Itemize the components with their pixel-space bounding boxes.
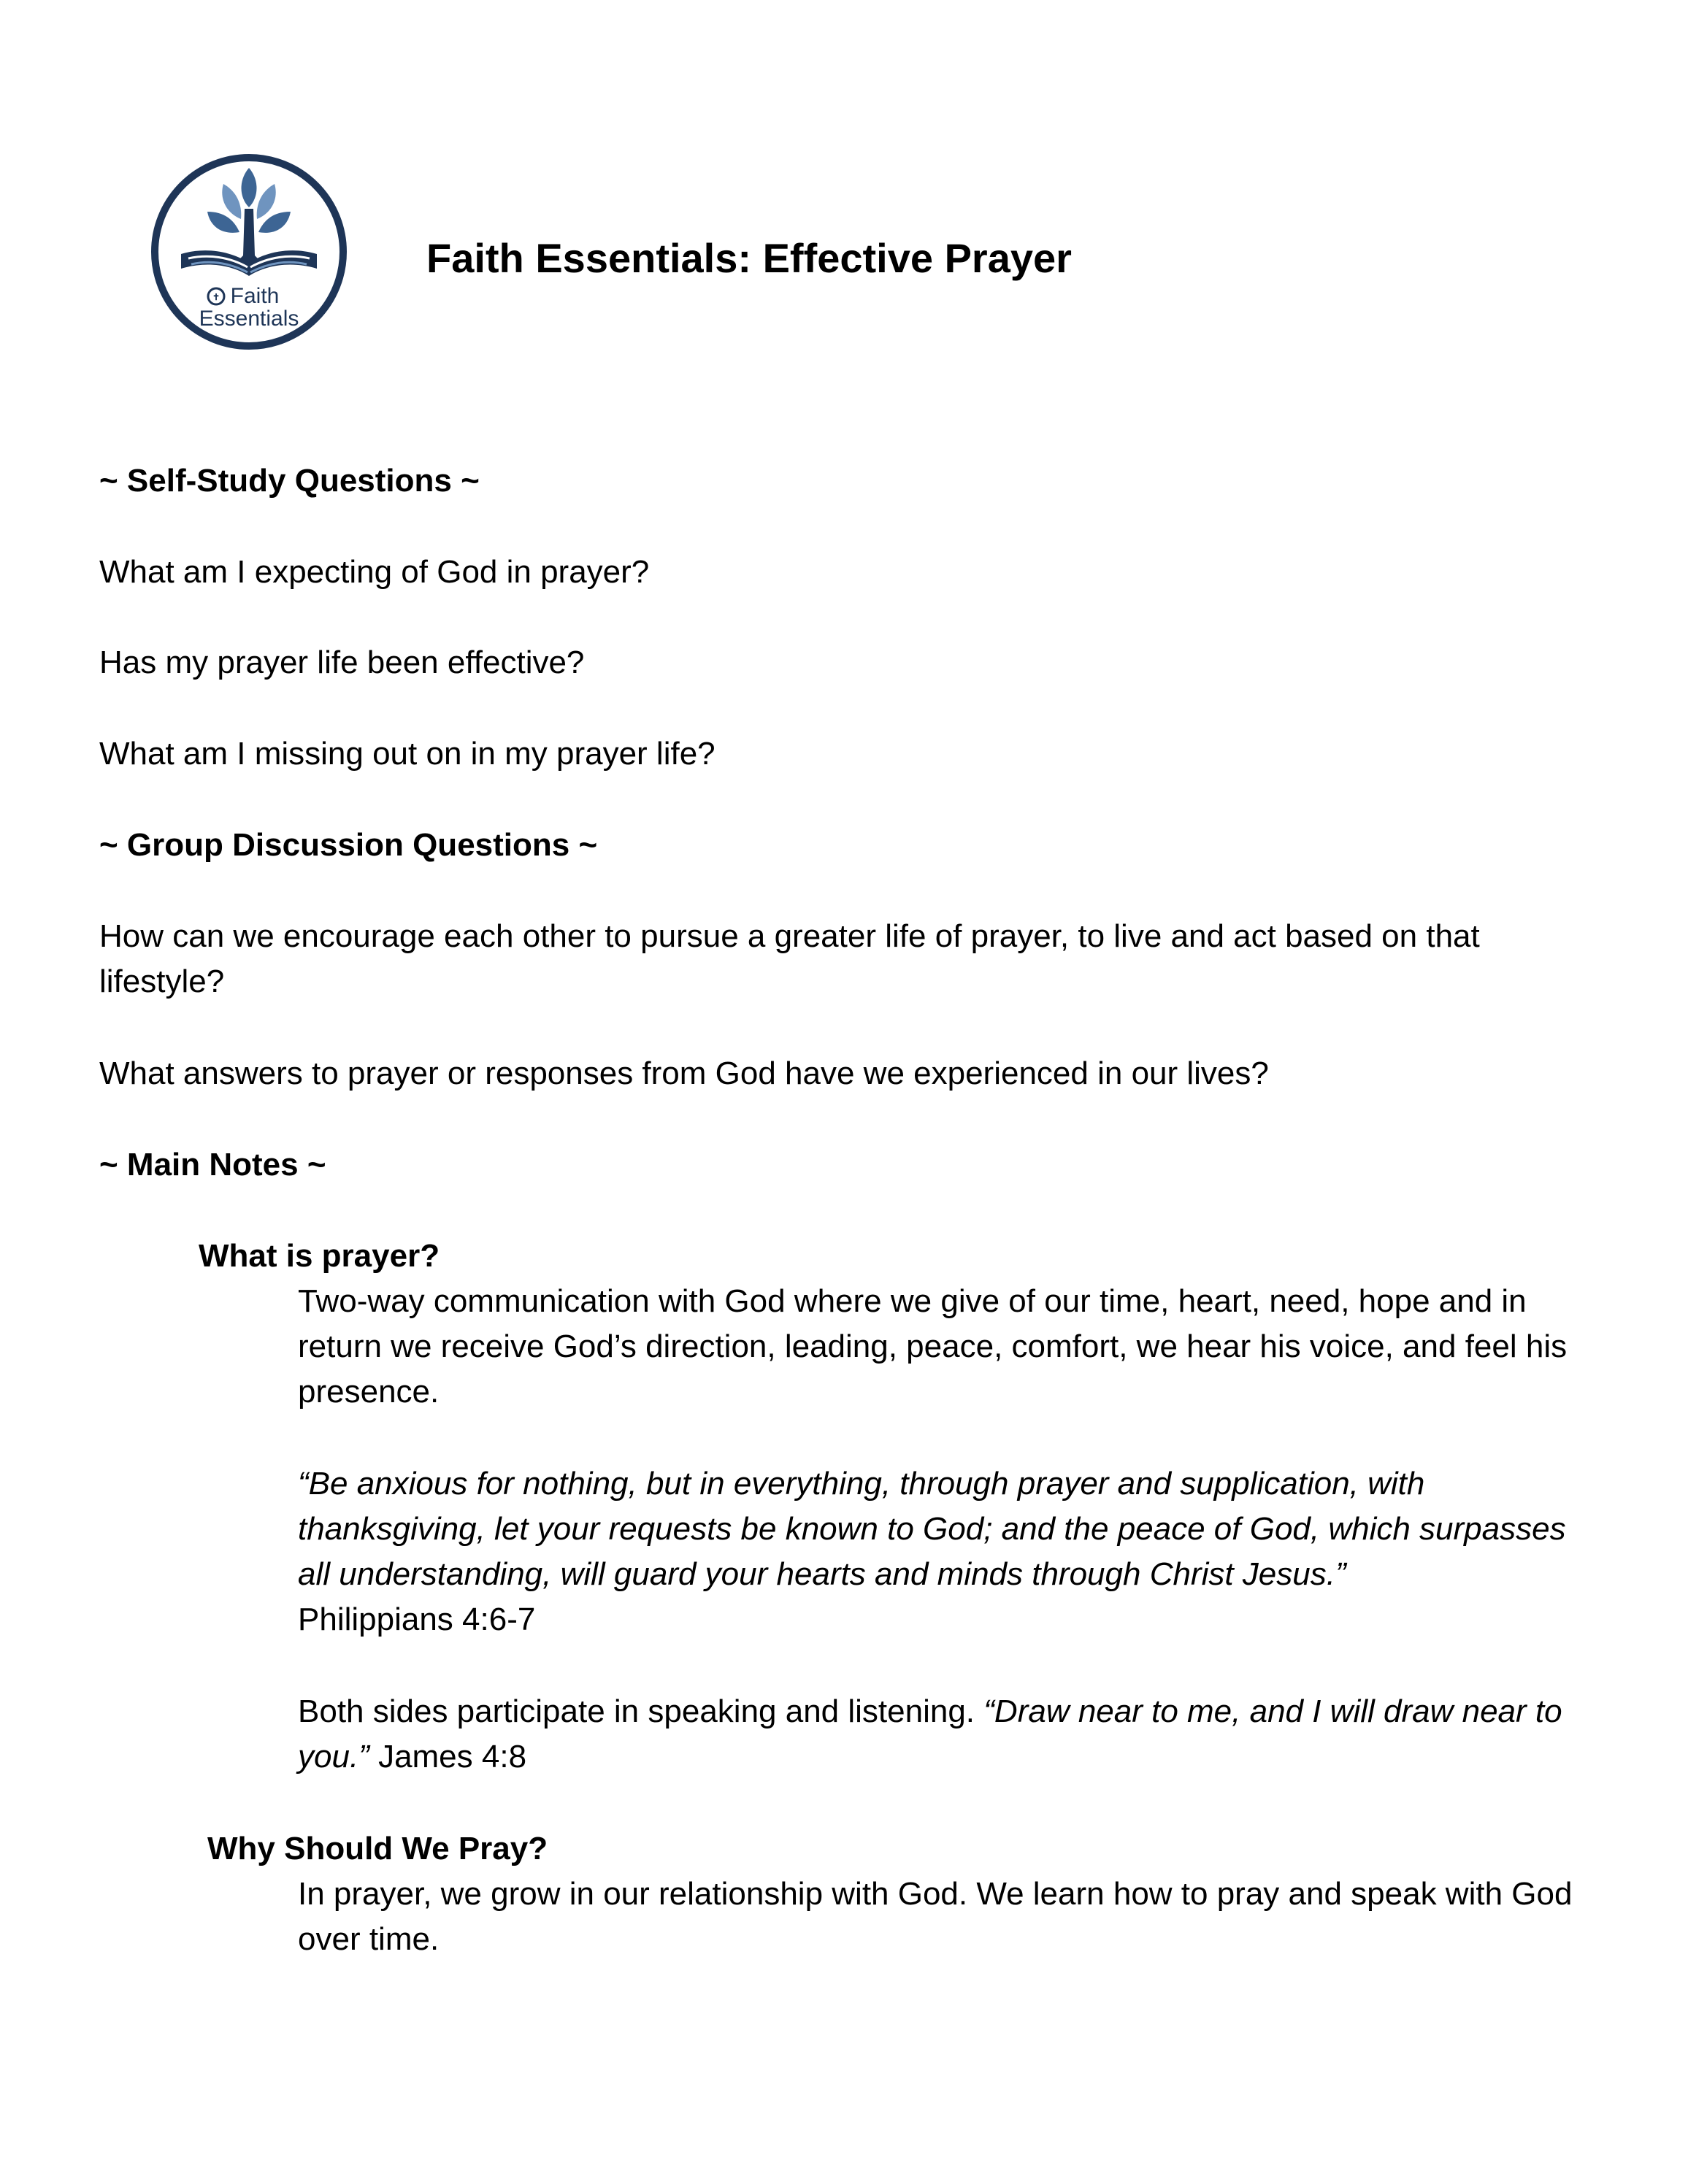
self-study-question: What am I expecting of God in prayer? bbox=[99, 554, 650, 590]
document-title: Faith Essentials: Effective Prayer bbox=[426, 235, 1072, 281]
self-study-question: What am I missing out on in my prayer life? bbox=[99, 736, 716, 772]
both-sides-text: Both sides participate in speaking and listening. bbox=[298, 1693, 975, 1729]
philippians-passage bbox=[298, 1461, 1605, 1642]
group-discussion-heading: ~ Group Discussion Questions ~ bbox=[99, 827, 598, 863]
main-notes-heading: ~ Main Notes ~ bbox=[99, 1147, 326, 1183]
group-discussion-question: How can we encourage each other to pursue a greater life of prayer, to live and act based on that lifestyle? bbox=[99, 918, 1480, 999]
what-is-prayer-heading: What is prayer? bbox=[199, 1238, 440, 1274]
scripture-quote: “Be anxious for nothing, but in everything, through prayer and supplication, with thanksgiving, let your requests be known to God; and the peace of God, which surpasses all understanding, will guard your hearts and minds through Christ Jesus.” bbox=[298, 1466, 1566, 1592]
self-study-question: Has my prayer life been effective? bbox=[99, 645, 585, 680]
logo-text-line2: Essentials bbox=[199, 307, 299, 331]
self-study-heading: ~ Self-Study Questions ~ bbox=[99, 463, 480, 499]
prayer-definition: Two-way communication with God where we give of our time, heart, need, hope and in return we receive God’s direction, leading, peace, comfort, we hear his voice, and feel his presence. bbox=[298, 1283, 1568, 1410]
logo-text-line1: Faith bbox=[230, 284, 280, 308]
both-sides-paragraph bbox=[298, 1689, 1605, 1780]
why-pray-heading: Why Should We Pray? bbox=[207, 1831, 548, 1866]
group-discussion-question: What answers to prayer or responses from God have we experienced in our lives? bbox=[99, 1056, 1269, 1091]
scripture-reference: James 4:8 bbox=[378, 1739, 527, 1774]
scripture-quote: “Draw near to me, and I will draw near to you.” bbox=[298, 1693, 1562, 1774]
faith-essentials-logo bbox=[150, 153, 348, 350]
why-pray-text: In prayer, we grow in our relationship with God. We learn how to pray and speak with God over time. bbox=[298, 1876, 1573, 1957]
svg-text:✝: ✝ bbox=[212, 292, 220, 302]
scripture-reference: Philippians 4:6-7 bbox=[298, 1602, 536, 1637]
